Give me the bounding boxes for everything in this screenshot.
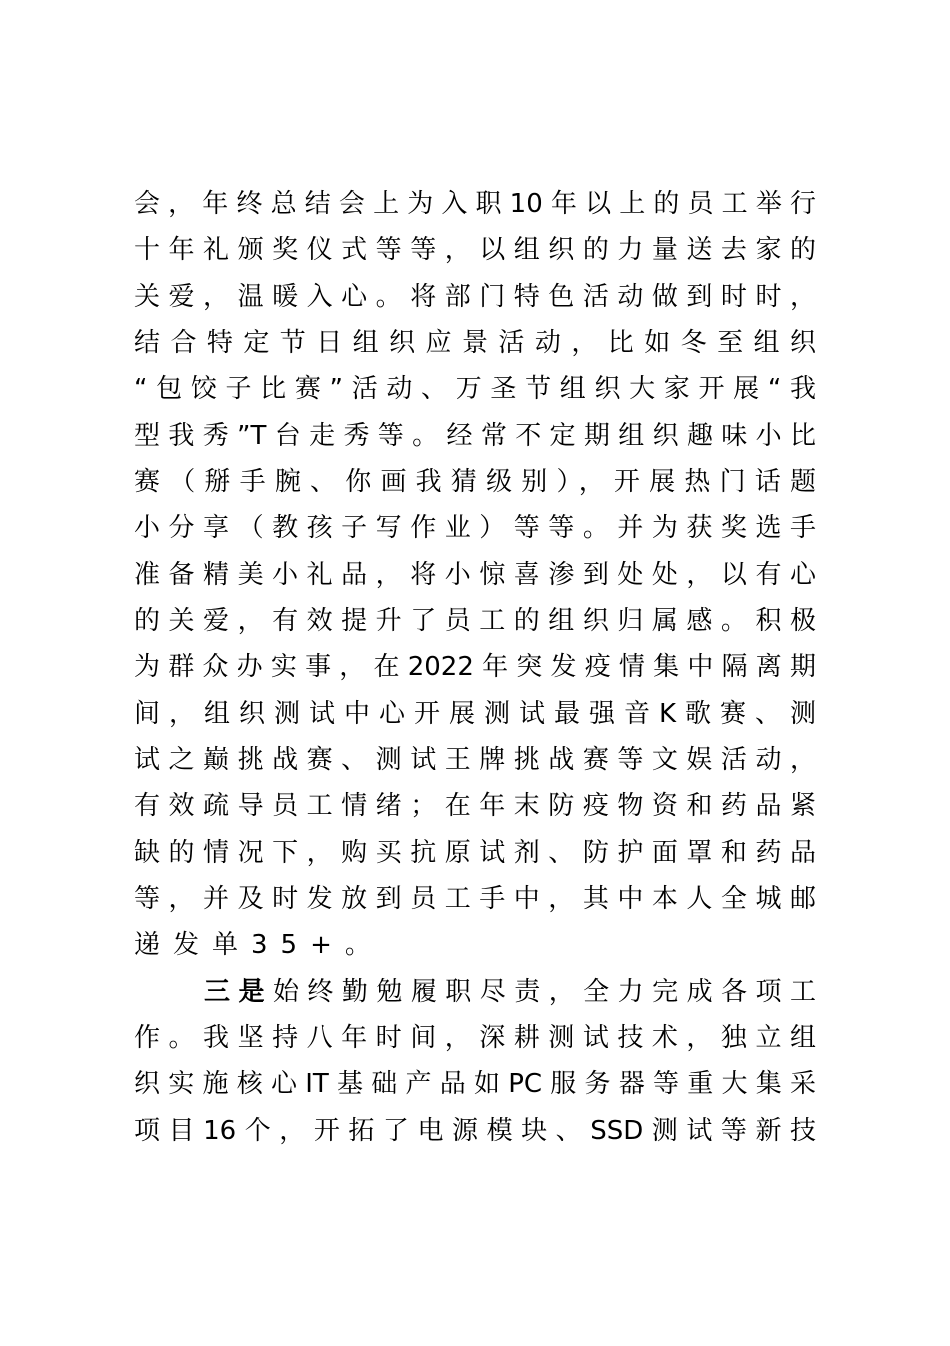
text-line: 型我秀”T台走秀等。经常不定期组织趣味小比 [134,421,816,451]
text-line: 结合特定节日组织应景活动，比如冬至组织 [134,328,816,358]
text-line-last: 递发单35+。 [134,930,384,960]
text-line: 等，并及时发放到员工手中，其中本人全城邮 [134,884,816,914]
text-line: 关爱，温暖入心。将部门特色活动做到时时， [134,282,816,312]
text-line: 作。我坚持八年时间，深耕测试技术，独立组 [134,1023,816,1053]
text-line: 缺的情况下，购买抗原试剂、防护面罩和药品 [134,838,816,868]
text-line: 会，年终总结会上为入职10年以上的员工举行 [134,189,816,219]
text-line: 间，组织测试中心开展测试最强音K歌赛、测 [134,699,816,729]
paragraph-first-line-text: 始终勤勉履职尽责，全力完成各项工 [272,977,816,1007]
text-line: 小分享（教孩子写作业）等等。并为获奖选手 [134,513,816,543]
text-line: 有效疏导员工情绪；在年末防疫物资和药品紧 [134,791,816,821]
text-line: 的关爱，有效提升了员工的组织归属感。积极 [134,606,816,636]
text-line: 试之巅挑战赛、测试王牌挑战赛等文娱活动， [134,745,816,775]
text-line: 项目16个，开拓了电源模块、SSD测试等新技 [134,1116,816,1146]
text-line: “包饺子比赛”活动、万圣节组织大家开展“我 [134,374,816,404]
text-line: 为群众办实事，在2022年突发疫情集中隔离期 [134,652,816,682]
text-line: 十年礼颁奖仪式等等，以组织的力量送去家的 [134,235,816,265]
paragraph-heading: 三是 [204,977,273,1007]
paragraph-first-line [204,975,816,1009]
text-line: 赛（掰手腕、你画我猜级别），开展热门话题 [134,467,816,497]
text-line: 织实施核心IT基础产品如PC服务器等重大集采 [134,1069,816,1099]
text-line: 准备精美小礼品，将小惊喜渗到处处，以有心 [134,560,816,590]
